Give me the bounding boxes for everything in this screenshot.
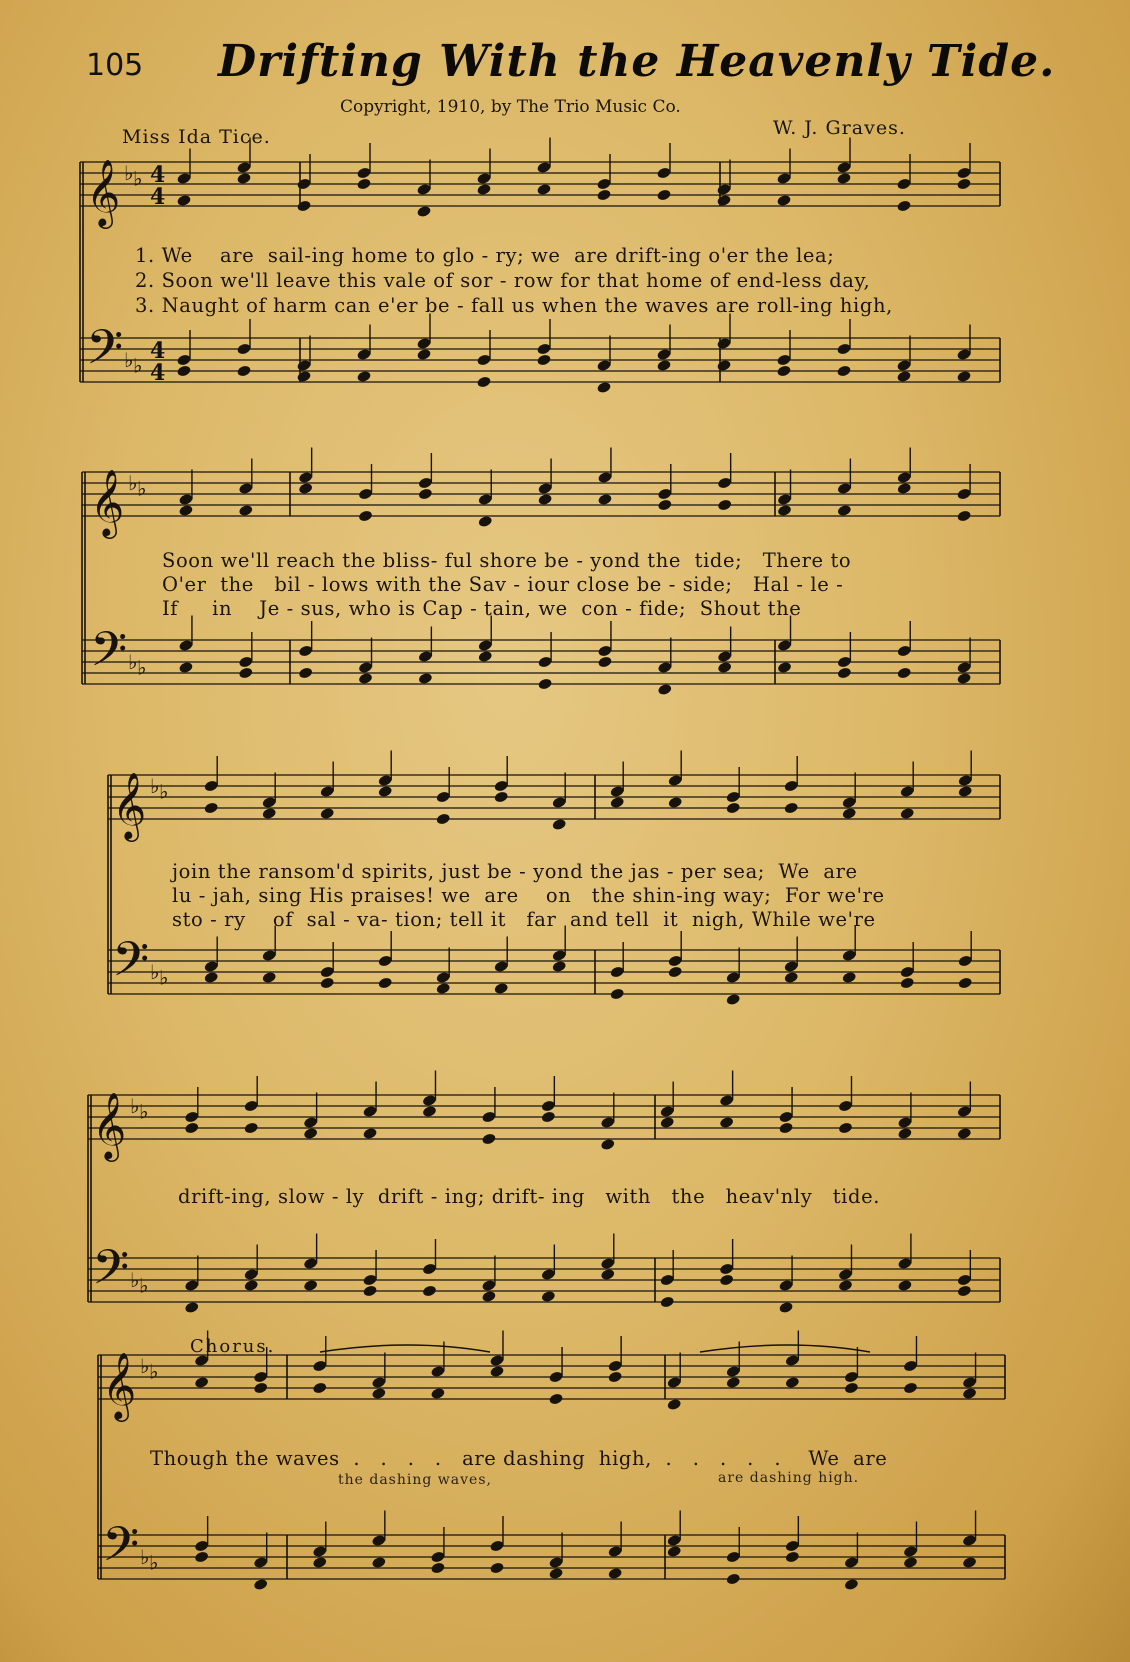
- note-head: [600, 1138, 615, 1151]
- note-head: [430, 1561, 445, 1574]
- note-head: [476, 375, 491, 388]
- note-head: [236, 364, 251, 377]
- note-head: [836, 172, 851, 185]
- note-head: [178, 661, 193, 674]
- note-head: [838, 1121, 853, 1134]
- flat-sign: ♭: [137, 655, 147, 680]
- note-head: [776, 194, 791, 207]
- note-head: [430, 1387, 445, 1400]
- note-head: [958, 785, 973, 798]
- note-head: [422, 1105, 437, 1118]
- note-head: [176, 194, 191, 207]
- flat-sign: ♭: [150, 960, 160, 984]
- note-head: [494, 790, 509, 803]
- lyric-line-verse-3: If in Je - sus, who is Cap - tain, we con - fide; Shout the: [162, 597, 802, 620]
- note-head: [844, 1578, 859, 1591]
- note-head: [785, 1376, 800, 1389]
- note-head: [597, 655, 612, 668]
- note-head: [903, 1381, 918, 1394]
- note-head: [298, 666, 313, 679]
- note-head: [667, 1398, 682, 1411]
- note-head: [204, 801, 219, 814]
- note-head: [957, 1127, 972, 1140]
- note-head: [418, 672, 433, 685]
- note-head: [262, 971, 277, 984]
- note-head: [778, 1301, 793, 1314]
- note-head: [478, 515, 493, 528]
- note-head: [476, 183, 491, 196]
- note-head: [597, 493, 612, 506]
- note-head: [777, 504, 792, 517]
- note-head: [418, 487, 433, 500]
- note-head: [778, 1121, 793, 1134]
- note-head: [660, 1116, 675, 1129]
- note-head: [303, 1279, 318, 1292]
- flat-sign: ♭: [130, 1268, 140, 1292]
- note-head: [784, 971, 799, 984]
- note-head: [362, 1127, 377, 1140]
- flat-sign: ♭: [159, 965, 169, 990]
- flat-sign: ♭: [149, 1359, 159, 1384]
- note-head: [371, 1387, 386, 1400]
- note-head: [320, 976, 335, 989]
- note-head: [436, 982, 451, 995]
- flat-sign: ♭: [159, 779, 169, 804]
- note-head: [244, 1121, 259, 1134]
- note-head: [537, 493, 552, 506]
- note-head: [726, 1376, 741, 1389]
- note-head: [957, 1284, 972, 1297]
- hymn-title: Drifting With the Heavenly Tide.: [218, 36, 1056, 87]
- lyric-line-verse-3: 3. Naught of harm can e'er be - fall us when the waves are roll-ing high,: [135, 294, 893, 317]
- note-head: [303, 1127, 318, 1140]
- treble-clef: 𝄞: [86, 158, 121, 226]
- note-head: [657, 498, 672, 511]
- note-head: [610, 796, 625, 809]
- note-head: [717, 661, 732, 674]
- note-head: [298, 482, 313, 495]
- note-head: [356, 177, 371, 190]
- note-head: [896, 199, 911, 212]
- note-head: [244, 1279, 259, 1292]
- note-head: [184, 1121, 199, 1134]
- note-head: [784, 801, 799, 814]
- note-head: [897, 482, 912, 495]
- note-head: [253, 1578, 268, 1591]
- flat-sign: ♭: [130, 1094, 140, 1118]
- lyric-line-verse-1: Soon we'll reach the bliss- ful shore be - yond the tide; There to: [162, 549, 852, 572]
- note-head: [656, 359, 671, 372]
- note-head: [541, 1110, 556, 1123]
- flat-sign: ♭: [140, 1354, 150, 1378]
- treble-clef: 𝄞: [92, 1091, 127, 1159]
- note-head: [296, 199, 311, 212]
- note-head: [356, 370, 371, 383]
- note-head: [194, 1550, 209, 1563]
- note-head: [896, 370, 911, 383]
- note-head: [481, 1132, 496, 1145]
- chorus-echo-lyric: are dashing high.: [718, 1470, 860, 1486]
- flat-sign: ♭: [124, 348, 134, 372]
- lyric-line-refrain: drift-ing, slow - ly drift - ing; drift- ing with the heav'nly tide.: [178, 1185, 881, 1208]
- flat-sign: ♭: [139, 1099, 149, 1124]
- note-head: [900, 976, 915, 989]
- note-head: [660, 1295, 675, 1308]
- note-head: [776, 364, 791, 377]
- note-head: [785, 1550, 800, 1563]
- note-head: [178, 504, 193, 517]
- flat-sign: ♭: [140, 1545, 150, 1569]
- note-head: [838, 1279, 853, 1292]
- note-head: [656, 188, 671, 201]
- note-head: [607, 1370, 622, 1383]
- note-head: [253, 1381, 268, 1394]
- time-signature: 4: [150, 360, 166, 386]
- note-head: [481, 1290, 496, 1303]
- tie: [700, 1345, 870, 1352]
- note-head: [358, 509, 373, 522]
- note-head: [668, 965, 683, 978]
- note-head: [548, 1567, 563, 1580]
- note-head: [541, 1290, 556, 1303]
- note-head: [956, 370, 971, 383]
- note-head: [494, 982, 509, 995]
- bass-clef: 𝄢: [90, 621, 128, 689]
- note-head: [842, 971, 857, 984]
- treble-clef: 𝄞: [102, 1351, 137, 1419]
- note-head: [194, 1376, 209, 1389]
- note-head: [436, 812, 451, 825]
- note-head: [204, 971, 219, 984]
- note-head: [537, 677, 552, 690]
- note-head: [900, 807, 915, 820]
- flat-sign: ♭: [128, 650, 138, 674]
- note-head: [176, 364, 191, 377]
- bass-clef: 𝄢: [112, 931, 150, 999]
- flat-sign: ♭: [128, 471, 138, 495]
- note-head: [238, 504, 253, 517]
- lyricist-credit: Miss Ida Tice.: [122, 126, 271, 148]
- composer-credit: W. J. Graves.: [773, 117, 906, 139]
- time-signature: 4: [150, 184, 166, 210]
- note-head: [903, 1556, 918, 1569]
- note-head: [837, 504, 852, 517]
- note-head: [962, 1556, 977, 1569]
- note-head: [956, 177, 971, 190]
- note-head: [548, 1392, 563, 1405]
- bass-clef: 𝄢: [92, 1239, 130, 1307]
- lyric-line-verse-2: lu - jah, sing His praises! we are on the shin-ing way; For we're: [172, 884, 885, 907]
- note-head: [600, 1268, 615, 1281]
- note-head: [536, 353, 551, 366]
- note-head: [897, 1127, 912, 1140]
- flat-sign: ♭: [150, 774, 160, 798]
- flat-sign: ♭: [124, 161, 134, 185]
- note-head: [296, 370, 311, 383]
- note-head: [312, 1556, 327, 1569]
- hymn-number: 105: [86, 48, 144, 83]
- note-head: [236, 172, 251, 185]
- flat-sign: ♭: [133, 353, 143, 378]
- flat-sign: ♭: [149, 1550, 159, 1575]
- note-head: [716, 359, 731, 372]
- note-head: [844, 1381, 859, 1394]
- lyric-line-verse-3: sto - ry of sal - va- tion; tell it far and tell it nigh, While we're: [172, 908, 876, 931]
- note-head: [667, 1545, 682, 1558]
- note-head: [607, 1567, 622, 1580]
- note-head: [842, 807, 857, 820]
- note-head: [416, 205, 431, 218]
- lyric-line-verse-2: O'er the bil - lows with the Sav - iour close be - side; Hal - le -: [162, 573, 844, 596]
- note-head: [958, 976, 973, 989]
- flat-sign: ♭: [137, 476, 147, 501]
- note-head: [489, 1561, 504, 1574]
- note-head: [362, 1284, 377, 1297]
- note-head: [668, 796, 683, 809]
- lyric-line-verse-2: 2. Soon we'll leave this vale of sor - row for that home of end-less day,: [135, 269, 871, 292]
- time-signature: 4: [150, 162, 166, 188]
- bass-clef: 𝄢: [86, 319, 124, 387]
- note-head: [489, 1365, 504, 1378]
- note-head: [777, 661, 792, 674]
- note-head: [184, 1301, 199, 1314]
- note-head: [717, 498, 732, 511]
- chorus-echo-lyric: the dashing waves,: [338, 1472, 492, 1488]
- note-head: [238, 666, 253, 679]
- bass-clef: 𝄢: [102, 1516, 140, 1584]
- note-head: [837, 666, 852, 679]
- note-head: [956, 672, 971, 685]
- note-head: [262, 807, 277, 820]
- copyright-notice: Copyright, 1910, by The Trio Music Co.: [340, 97, 681, 117]
- note-head: [552, 960, 567, 973]
- lyric-line-chorus: Though the waves . . . . are dashing high, . . . . . We are: [150, 1447, 888, 1470]
- note-head: [536, 183, 551, 196]
- note-head: [358, 672, 373, 685]
- note-head: [897, 1279, 912, 1292]
- time-signature: 4: [150, 338, 166, 364]
- flat-sign: ♭: [133, 166, 143, 191]
- treble-clef: 𝄞: [112, 771, 147, 839]
- note-head: [596, 188, 611, 201]
- note-head: [416, 348, 431, 361]
- lyric-line-verse-1: 1. We are sail-ing home to glo - ry; we are drift-ing o'er the lea;: [135, 244, 835, 267]
- note-head: [552, 818, 567, 831]
- note-head: [726, 993, 741, 1006]
- treble-clef: 𝄞: [90, 468, 125, 536]
- note-head: [422, 1284, 437, 1297]
- note-head: [596, 381, 611, 394]
- lyric-line-verse-1: join the ransom'd spirits, just be - yond the jas - per sea; We are: [172, 860, 858, 883]
- note-head: [726, 1572, 741, 1585]
- note-head: [836, 364, 851, 377]
- note-head: [378, 976, 393, 989]
- note-head: [956, 509, 971, 522]
- tie: [320, 1345, 490, 1352]
- note-head: [716, 194, 731, 207]
- flat-sign: ♭: [139, 1273, 149, 1298]
- note-head: [657, 683, 672, 696]
- note-head: [719, 1273, 734, 1286]
- note-head: [312, 1381, 327, 1394]
- note-head: [719, 1116, 734, 1129]
- note-head: [371, 1556, 386, 1569]
- note-head: [610, 987, 625, 1000]
- note-head: [897, 666, 912, 679]
- chorus-label: Chorus.: [190, 1336, 276, 1357]
- note-head: [726, 801, 741, 814]
- note-head: [378, 785, 393, 798]
- note-head: [478, 650, 493, 663]
- note-head: [320, 807, 335, 820]
- note-head: [962, 1387, 977, 1400]
